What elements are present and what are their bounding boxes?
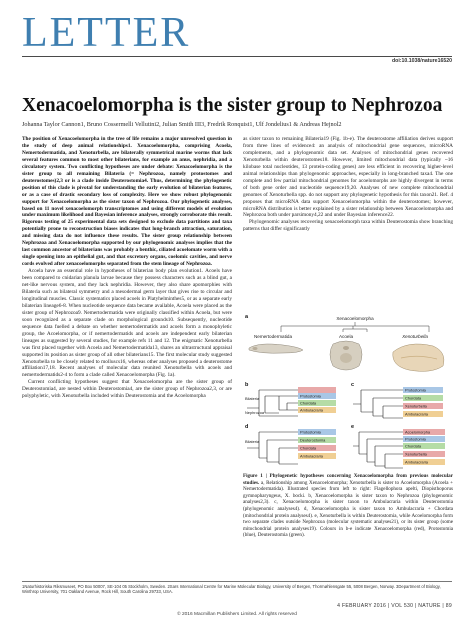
body-paragraph: as sister taxon to remaining Bilateria19 (Fig. 1b-e). The deuterostome affiliation derives support from three lines of evidence4: an analysis of mitochondrial gene sequences, microRNA complements, and a phylogenomic data set. Analyses of mitochondrial genes recovered Xenoturbella within deuterostomes18. However, limited mitochondrial data (typically ~16 kilobase total nucleotides, 13 protein-coding genes) are less efficient in recovering higher-level animal relationships than phylogenomic approaches, especially in long-branched taxa4. The one complete and few partial mitochondrial genomes for acoelomorphs are highly divergent in terms of both gene order and nucleotide sequence19,20. Analyses of new complete mitochondrial genomes of Xenoturbella spp. do not support any phylogenetic hypothesis for this taxon21. Ref. 4 proposes that microRNA data support Xenacoelomorpha within the deuterostomes; however, microRNA distribution is better explained by a sister relationship between Xenacoelomorpha and Nephrozoa both under parsimony4,22 and under Bayesian inference22. xyxy=(243,136,453,219)
page-info: 4 FEBRUARY 2016 | VOL 530 | NATURE | 89 xyxy=(337,603,452,609)
tree-d-tip-label: Chordata xyxy=(300,445,317,451)
abstract-paragraph: The position of Xenacoelomorpha in the tree of life remains a major unresolved question in the study of deep animal relationships1. Xenacoelomorpha, comprising Acoela, Nemertodermatida, and Xenoturbella, are bilaterally symmetrical marine worms that lack several features common to most other bilaterians, for example an anus, nephridia, and a circulatory system. Two conflicting hypotheses are under debate: Xenacoelomorpha is the sister group to all remaining Bilateria (= Nephrozoa, namely protostomes and deuterostomes)2,3 or is a clade inside Deuterostomia4. Thus, determining the phylogenetic position of this clade is pivotal for understanding the early evolution of bilaterian features, or as a case of drastic secondary loss of complexity. Here we show robust phylogenomic support for Xenacoelomorpha as the sister taxon of Nephrozoa. Our phylogenetic analyses, based on 11 novel xenacoelomorph transcriptomes and using different models of evolution under maximum likelihood and Bayesian inference analyses, strongly corroborate this result. Rigorous testing of 25 experimental data sets designed to exclude data partitions and taxa potentially prone to reconstruction biases indicates that long-branch attraction, saturation, and missing data do not influence these results. The sister group relationship between Nephrozoa and Xenacoelomorpha supported by our phylogenomic analyses implies that the last common ancestor of bilaterians was probably a benthic, ciliated acoelomate worm with a single opening into an epithelial gut, and that excretory organs, coelomic cavities, and nerve cords evolved after xenacoelomorphs separated from the stem lineage of Nephrozoa. xyxy=(22,136,232,268)
clade-label: Xenacoelomorpha xyxy=(336,316,374,321)
organism-label-xenoturbella: Xenoturbella xyxy=(402,334,428,339)
acoela-illustration xyxy=(330,341,362,370)
tree-e-tip-label: Acoelomorpha xyxy=(405,429,431,435)
tree-c-tip-label: Xenoturbella xyxy=(405,403,427,409)
body-paragraph: Acoela have an essential role in hypotheses of bilaterian body plan evolution1. Acoels have been compared to cnidarian planula larvae because they possess characters such as a blind gut, a net-like nervous system, and they lack nephridia. However, they also share apomorphies with Bilateria such as bilateral symmetry and a mesodermal germ layer that gives rise to circular and longitudinal muscles. Classic systematics placed acoels in Platyhelminthes5, or as a separate early bilaterian lineage6-8. When nucleotide sequence data became available, Acoela were placed as the sister group of Nephrozoa9. Nemertodermatida were originally classified within Acoela, but were soon recognized as a separate clade on morphological grounds10. Subsequently, nucleotide sequence data fuelled a debate on whether nemertodermatids and acoels form a monophyletic group, the Acoelomorpha, or if nemertodermatids and acoels are independent early bilaterian lineages as suggested by several studies, for example refs 11 and 12. The enigmatic Xenoturbella was first placed together with Acoela and Nemertodermatida13, shares an ultrastructural appraisal supported its position as sister group of all other bilaterians15. The first molecular study suggested Xenoturbella to be closely related to molluscs16, whereas other analyses proposed a deuterostome affiliation17,18. Recent analyses of molecular data reunited Xenoturbella with acoels and nemertodermatids2-4 to form a clade called Xenacoelomorpha (Fig. 1a). xyxy=(22,268,232,379)
tree-b-tip-label: Protostomia xyxy=(300,393,321,399)
tree-c xyxy=(351,382,443,418)
tree-b-tip-label: Chordata xyxy=(300,400,317,406)
tree-e-tip-label: Ambulacraria xyxy=(405,459,428,465)
tree-d-outgroup: Bilateria xyxy=(245,439,260,444)
tree-d xyxy=(245,424,336,464)
figure-1 xyxy=(243,312,453,470)
tree-e xyxy=(351,424,445,468)
caption-text: a, Relationship among Xenacoelomorpha; Xenoturbella is sister to Acoelomorpha (Acoela + Nemertodermatida). Illustrated species from left to right: Flagellophora apelti, Diopisthoporus gymnopharyngeus, X. bocki. b, Xenacoelomorpha is sister taxon to Nephrozoa (phylogenomic analyses2,3). c, Xenacoelomorpha is sister taxon to Ambulacraria within Deuterostomia (phylogenomic analyses4). d, Xenacoelomorpha is sister taxon to Ambulacraria + Chordata (mitochondrial protein analyses4). e, Xenoturbella is within Deuterostomia, while Acoelomorpha form two separate clades outside Nephrozoa (molecular systematic analyses21), or its sister group (some mitochondrial protein analyses19). Colours in b-e indicate Xenacoelomorpha (red), Protostomia (blue), Deuterostomia (green). xyxy=(243,479,453,539)
doi-label[interactable]: doi:10.1038/nature16520 xyxy=(392,58,452,64)
tree-d-tip-label: Protostomia xyxy=(300,429,321,435)
tree-e-tip-label: Xenoturbella xyxy=(405,451,427,457)
tip-xenacoelomorpha xyxy=(298,387,336,393)
organism-label-acoela: Acoela xyxy=(338,334,354,339)
tree-b xyxy=(245,382,336,416)
xenoturbella-illustration xyxy=(393,344,444,371)
copyright-notice: © 2016 Macmillan Publishers Limited. All rights reserved xyxy=(177,612,297,617)
clade-bracket xyxy=(281,322,429,332)
panel-label-a: a xyxy=(245,314,249,320)
tree-c-tip-label: Protostomia xyxy=(405,387,426,393)
body-paragraph: Phylogenomic analyses recovering xenacoelomorph taxa within Deuterostomia show branching patterns that differ significantly xyxy=(243,219,453,233)
tree-b-tip-label: Ambulacraria xyxy=(300,407,323,413)
panel-label-b: b xyxy=(245,382,249,388)
tree-c-tip-label: Ambulacraria xyxy=(405,411,428,417)
affiliation-footnotes: 1Naturhistoriska Riksmuseet, PO Box 50007, SE-104 05 Stockholm, Sweden. 2Sars International Centre for Marine Molecular Biology, University of Bergen, Thormøhlensgate 55, 5008 Bergen, Norway. 3Department of Biology, Winthrop University, 701 Oakland Avenue, Rock Hill, South Carolina 29733, USA. xyxy=(22,584,441,595)
panel-label-c: c xyxy=(351,382,355,388)
body-paragraph: Current conflicting hypotheses suggest that Xenacoelomorpha are the sister group of Deuterostomia4, are nested within Deuterostomia4, are the sister group of Nephrozoa2,3, or are polyphyletic, with Xenoturbella included within Deuterostomia and the Acoelomorpha xyxy=(22,379,232,400)
header-rule xyxy=(22,56,452,57)
article-title: Xenacoelomorpha is the sister group to Nephrozoa xyxy=(22,95,443,116)
left-column xyxy=(22,136,232,400)
tree-d-tip-label: Deuterostomia xyxy=(300,437,326,443)
nemertodermatida-illustration xyxy=(249,344,303,353)
tree-c-tip-label: Chordata xyxy=(405,395,422,401)
tree-e-tip-label: Protostomia xyxy=(405,436,426,442)
organism-label-nemertodermatida: Nemertodermatida xyxy=(253,334,293,339)
panel-label-d: d xyxy=(245,424,249,430)
footnote-rule xyxy=(22,581,452,582)
panel-label-e: e xyxy=(351,424,355,430)
tree-b-tip-label: Nephrozoa xyxy=(245,410,265,415)
section-label: LETTER xyxy=(22,10,191,56)
tree-d-tip-label: Ambulacraria xyxy=(300,453,323,459)
tree-b-outgroup: Bilateria xyxy=(245,396,260,401)
caption-heading: Figure 1 | Phylogenetic hypotheses concerning Xenacoelomorpha from previous molecular studies. xyxy=(243,473,453,486)
figure-1-graphic xyxy=(243,312,453,470)
author-list: Johanna Taylor Cannon1, Bruno Cossermelli Vellutini2, Julian Smith III3, Fredrik Ronquist1, Ulf Jondelius1 & Andreas Hejnol2 xyxy=(22,121,342,128)
tree-e-tip-label: Chordata xyxy=(405,443,422,449)
right-column xyxy=(243,136,453,233)
figure-caption xyxy=(243,473,453,539)
journal-header xyxy=(0,0,474,68)
